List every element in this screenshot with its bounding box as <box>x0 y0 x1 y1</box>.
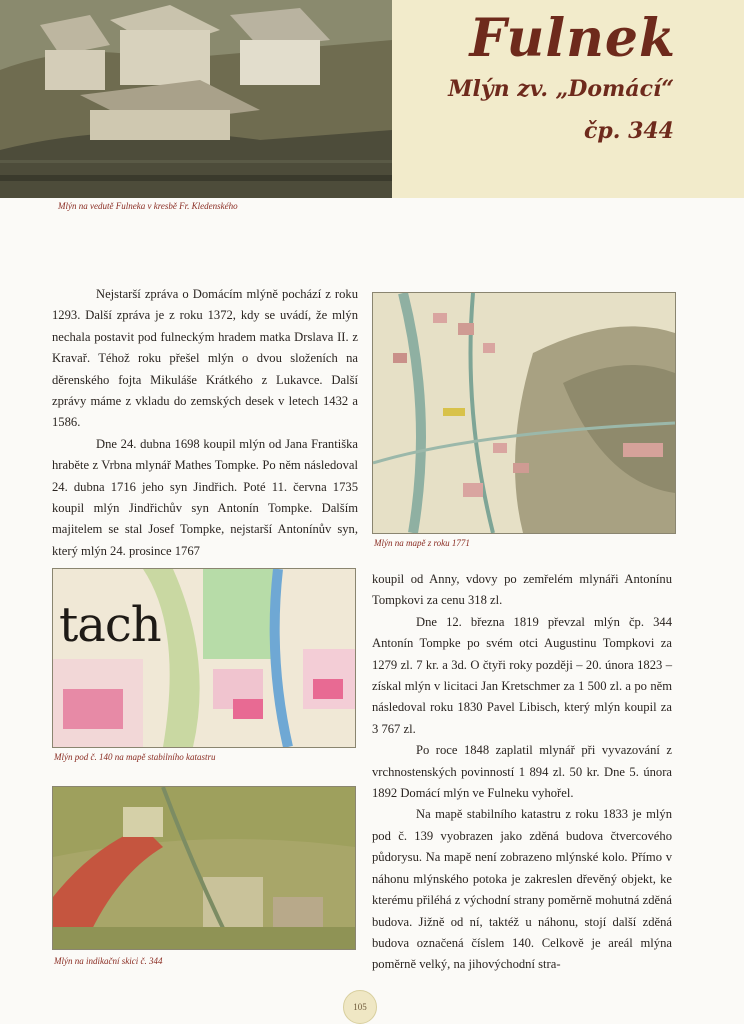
page-number: 105 <box>343 990 377 1024</box>
map-sketch-caption: Mlýn na indikační skici č. 344 <box>54 956 163 966</box>
map-1771-caption: Mlýn na mapě z roku 1771 <box>374 538 470 548</box>
paragraph: Dne 24. dubna 1698 koupil mlýn od Jana Františka hraběte z Vrbna mlynář Mathes Tompke. Po něm následoval 24. dubna 1716 jeho syn Jindřich. Poté 11. června 1735 koupil mlýn Jindřichův syn Antonín Tompke. Dalším majitelem se stal Josef Tompke, nejstarší Antonínův syn, který mlýn 24. prosince 1767 <box>52 436 358 558</box>
map-1771-illustration <box>373 293 675 533</box>
map-stable-cadastre <box>52 568 356 748</box>
map-indication-sketch <box>52 786 356 950</box>
page-subtitle: Mlýn zv. „Domácí“ <box>448 76 674 102</box>
paragraph: Na mapě stabilního katastru z roku 1833 je mlýn pod č. 139 vyobrazen jako zděná budova čtvercového půdorysu. Na mapě není zobrazeno mlýnské kolo. Přímo v náhonu mlýnského potoka je zakreslen dřevěný objekt, ke kterému přiléhá z východní strany poměrně mohutná zděná budova. Jižně od ní, taktéž u náhonu, stojí další zděná budova označená číslem 140. Celkově je areál mlýna poměrně velký, na jihovýchodní stra- <box>372 807 672 972</box>
veduta-caption: Mlýn na vedutě Fulneka v kresbě Fr. Kledenského <box>58 201 238 211</box>
paragraph: Dne 12. března 1819 převzal mlýn čp. 344 Antonín Tompke po svém otci Augustinu Tompkovi za 1279 zl. 7 kr. a 3d. O čtyři roky později – 20. února 1823 – získal mlýn v licitaci Jan Kretschmer za 1 500 zl. a po něm následoval roku 1830 Pavel Libisch, který mlýn koupil za 3 767 zl. <box>372 614 672 736</box>
page-title: Fulnek <box>469 8 676 69</box>
text-column-1 <box>52 284 358 562</box>
house-number: čp. 344 <box>583 118 674 144</box>
paragraph: Nejstarší zpráva o Domácím mlýně pochází z roku 1293. Další zpráva je z roku 1372, kdy se uvádí, že mlýn nechala postavit pod fulneckým hradem matka Drslava II. z Kravař. Téhož roku přešel mlýn o dvou složeních na děrenského fojta Mikuláše Krátkého z Lukavce. Další zprávy máme z vkladu do zemských desek v letech 1432 a 1586. <box>52 287 358 430</box>
map-label-tach: tach <box>59 597 161 653</box>
title-panel <box>392 0 744 198</box>
text-column-2 <box>372 569 672 976</box>
paragraph: Po roce 1848 zaplatil mlynář při vyvazování z vrchnostenských povinností 1 894 zl. 50 kr. Dne 5. února 1892 Domácí mlýn ve Fulneku vyhořel. <box>372 743 672 801</box>
veduta-illustration <box>0 0 392 198</box>
paragraph: koupil od Anny, vdovy po zemřelém mlynáři Antonínu Tompkovi za cenu 318 zl. <box>372 572 672 608</box>
map-1771 <box>372 292 676 534</box>
map-sketch-illustration <box>53 787 355 949</box>
header-veduta-painting <box>0 0 392 198</box>
map-cadastre-illustration <box>53 569 355 747</box>
map-cadastre-caption: Mlýn pod č. 140 na mapě stabilního katastru <box>54 752 216 762</box>
